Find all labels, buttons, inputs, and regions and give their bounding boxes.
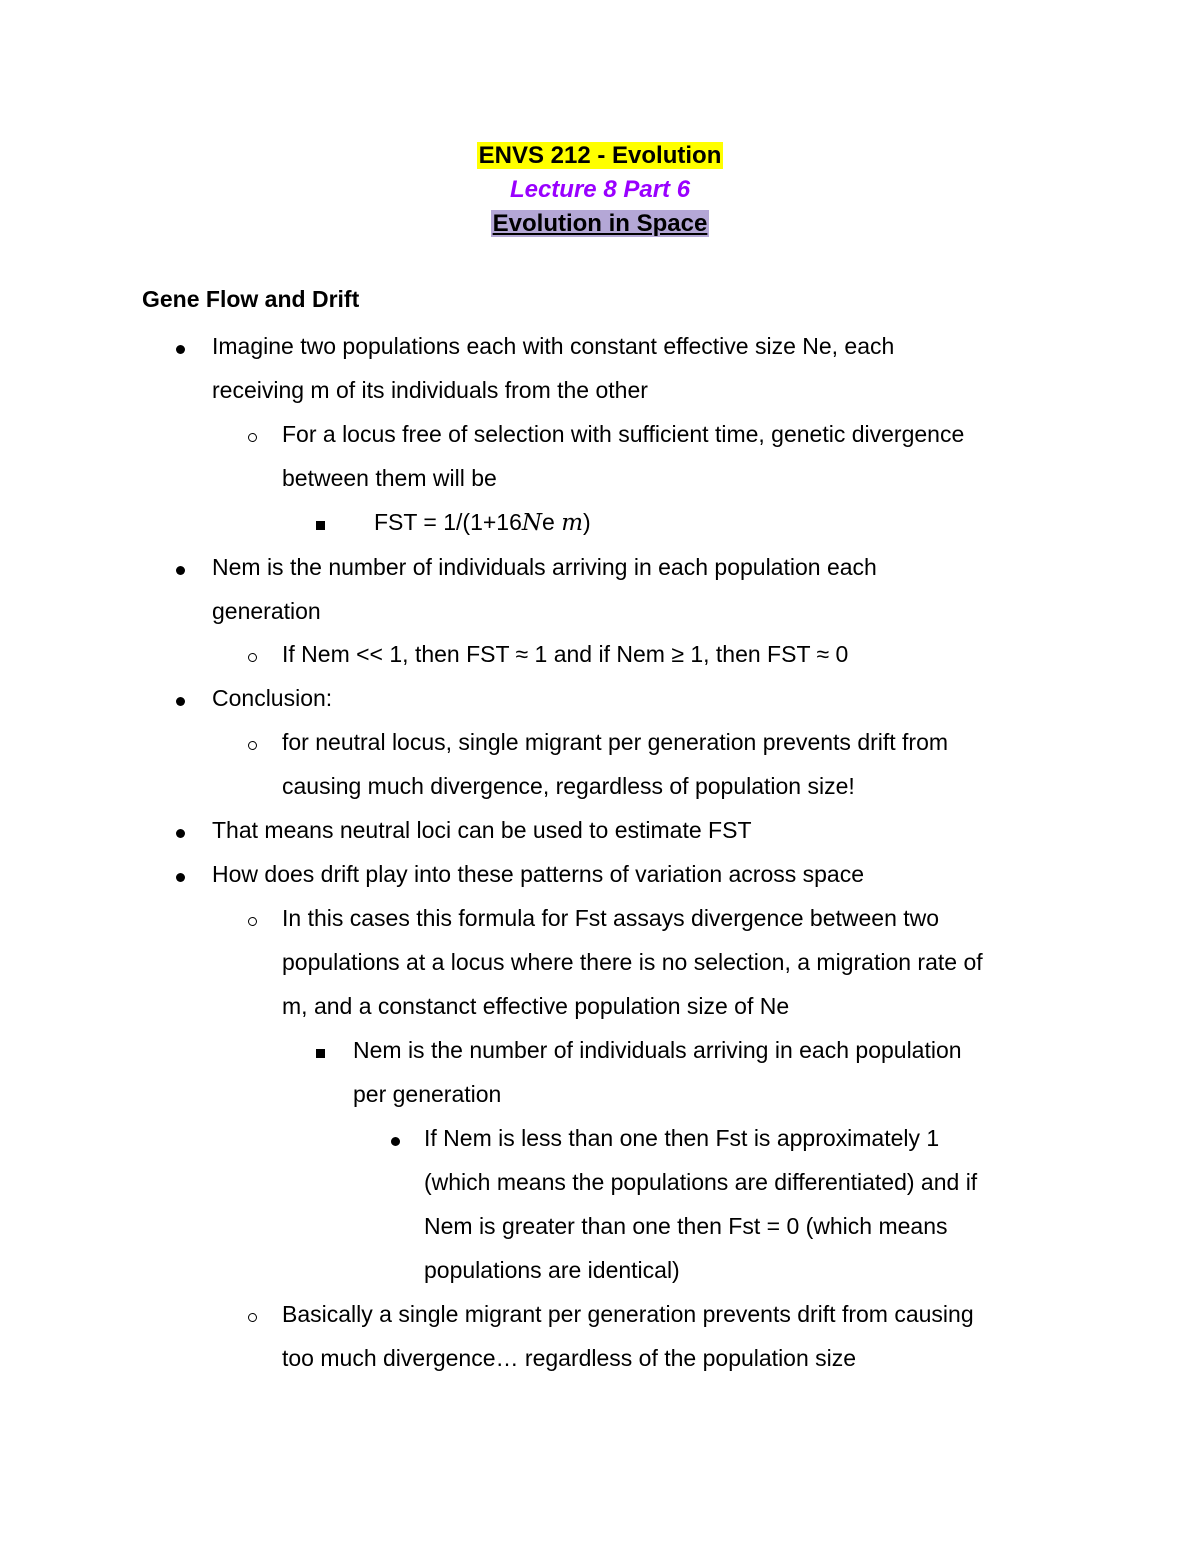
bullet-5a-line-1: In this cases this formula for Fst assays divergence between two	[282, 905, 940, 931]
bullet-5a1a-line-4: populations are identical)	[424, 1257, 680, 1283]
bullet-2-line-2: generation	[212, 598, 321, 624]
bullet-5a1a-line-2: (which means the populations are differentiated) and if	[424, 1169, 978, 1195]
bullet-dot-icon	[176, 552, 185, 582]
course-title-text: ENVS 212 - Evolution	[478, 142, 722, 169]
bullet-1a-line-1: For a locus free of selection with sufficient time, genetic divergence	[282, 421, 965, 447]
fst-formula	[374, 507, 591, 538]
bullet-1-line-2: receiving m of its individuals from the other	[212, 377, 648, 403]
bullet-5-line-1: How does drift play into these patterns of variation across space	[212, 861, 865, 887]
bullet-ring-icon	[248, 903, 257, 933]
bullet-5b-line-2: too much divergence… regardless of the population size	[282, 1345, 857, 1371]
bullet-3a-line-2: causing much divergence, regardless of population size!	[282, 773, 855, 799]
bullet-ring-icon	[248, 727, 257, 757]
bullet-5b-line-1: Basically a single migrant per generation prevents drift from causing	[282, 1301, 974, 1327]
bullet-dot-icon	[176, 859, 185, 889]
section-heading: Gene Flow and Drift	[142, 286, 360, 312]
bullet-3-line-1: Conclusion:	[212, 685, 333, 711]
bullet-5a1-line-1: Nem is the number of individuals arriving in each population	[353, 1037, 962, 1063]
topic-title-text: Evolution in Space	[492, 210, 708, 237]
bullet-5a1-line-2: per generation	[353, 1081, 502, 1107]
bullet-ring-icon	[248, 639, 257, 669]
bullet-dot-icon	[391, 1123, 400, 1153]
bullet-ring-icon	[248, 419, 257, 449]
bullet-dot-icon	[176, 815, 185, 845]
bullet-2a-line-1: If Nem << 1, then FST ≈ 1 and if Nem ≥ 1, then FST ≈ 0	[282, 641, 849, 667]
bullet-square-icon	[316, 1035, 325, 1065]
bullet-5a-line-3: m, and a constanct effective population size of Ne	[282, 993, 790, 1019]
lecture-title: Lecture 8 Part 6	[509, 176, 691, 203]
bullet-4-line-1: That means neutral loci can be used to estimate FST	[212, 817, 752, 843]
bullet-dot-icon	[176, 331, 185, 361]
bullet-5a1a-line-1: If Nem is less than one then Fst is approximately 1	[424, 1125, 940, 1151]
bullet-1a-line-2: between them will be	[282, 465, 497, 491]
bullet-2-line-1: Nem is the number of individuals arriving in each population each	[212, 554, 877, 580]
bullet-1-line-1: Imagine two populations each with constant effective size Ne, each	[212, 333, 895, 359]
bullet-5a1a-line-3: Nem is greater than one then Fst = 0 (which means	[424, 1213, 948, 1239]
fst-formula-e: e	[542, 509, 562, 535]
fst-formula-end: )	[583, 509, 591, 535]
bullet-dot-icon	[176, 683, 185, 713]
bullet-5a-line-2: populations at a locus where there is no selection, a migration rate of	[282, 949, 983, 975]
bullet-3a-line-1: for neutral locus, single migrant per generation prevents drift from	[282, 729, 949, 755]
bullet-ring-icon	[248, 1299, 257, 1329]
topic-title	[0, 207, 1200, 241]
fst-formula-start: FST = 1/(1+16	[374, 509, 522, 535]
fst-formula-N: N	[521, 510, 543, 536]
course-title	[0, 139, 1200, 173]
fst-formula-m: m	[561, 510, 584, 536]
bullet-square-icon	[316, 507, 325, 537]
